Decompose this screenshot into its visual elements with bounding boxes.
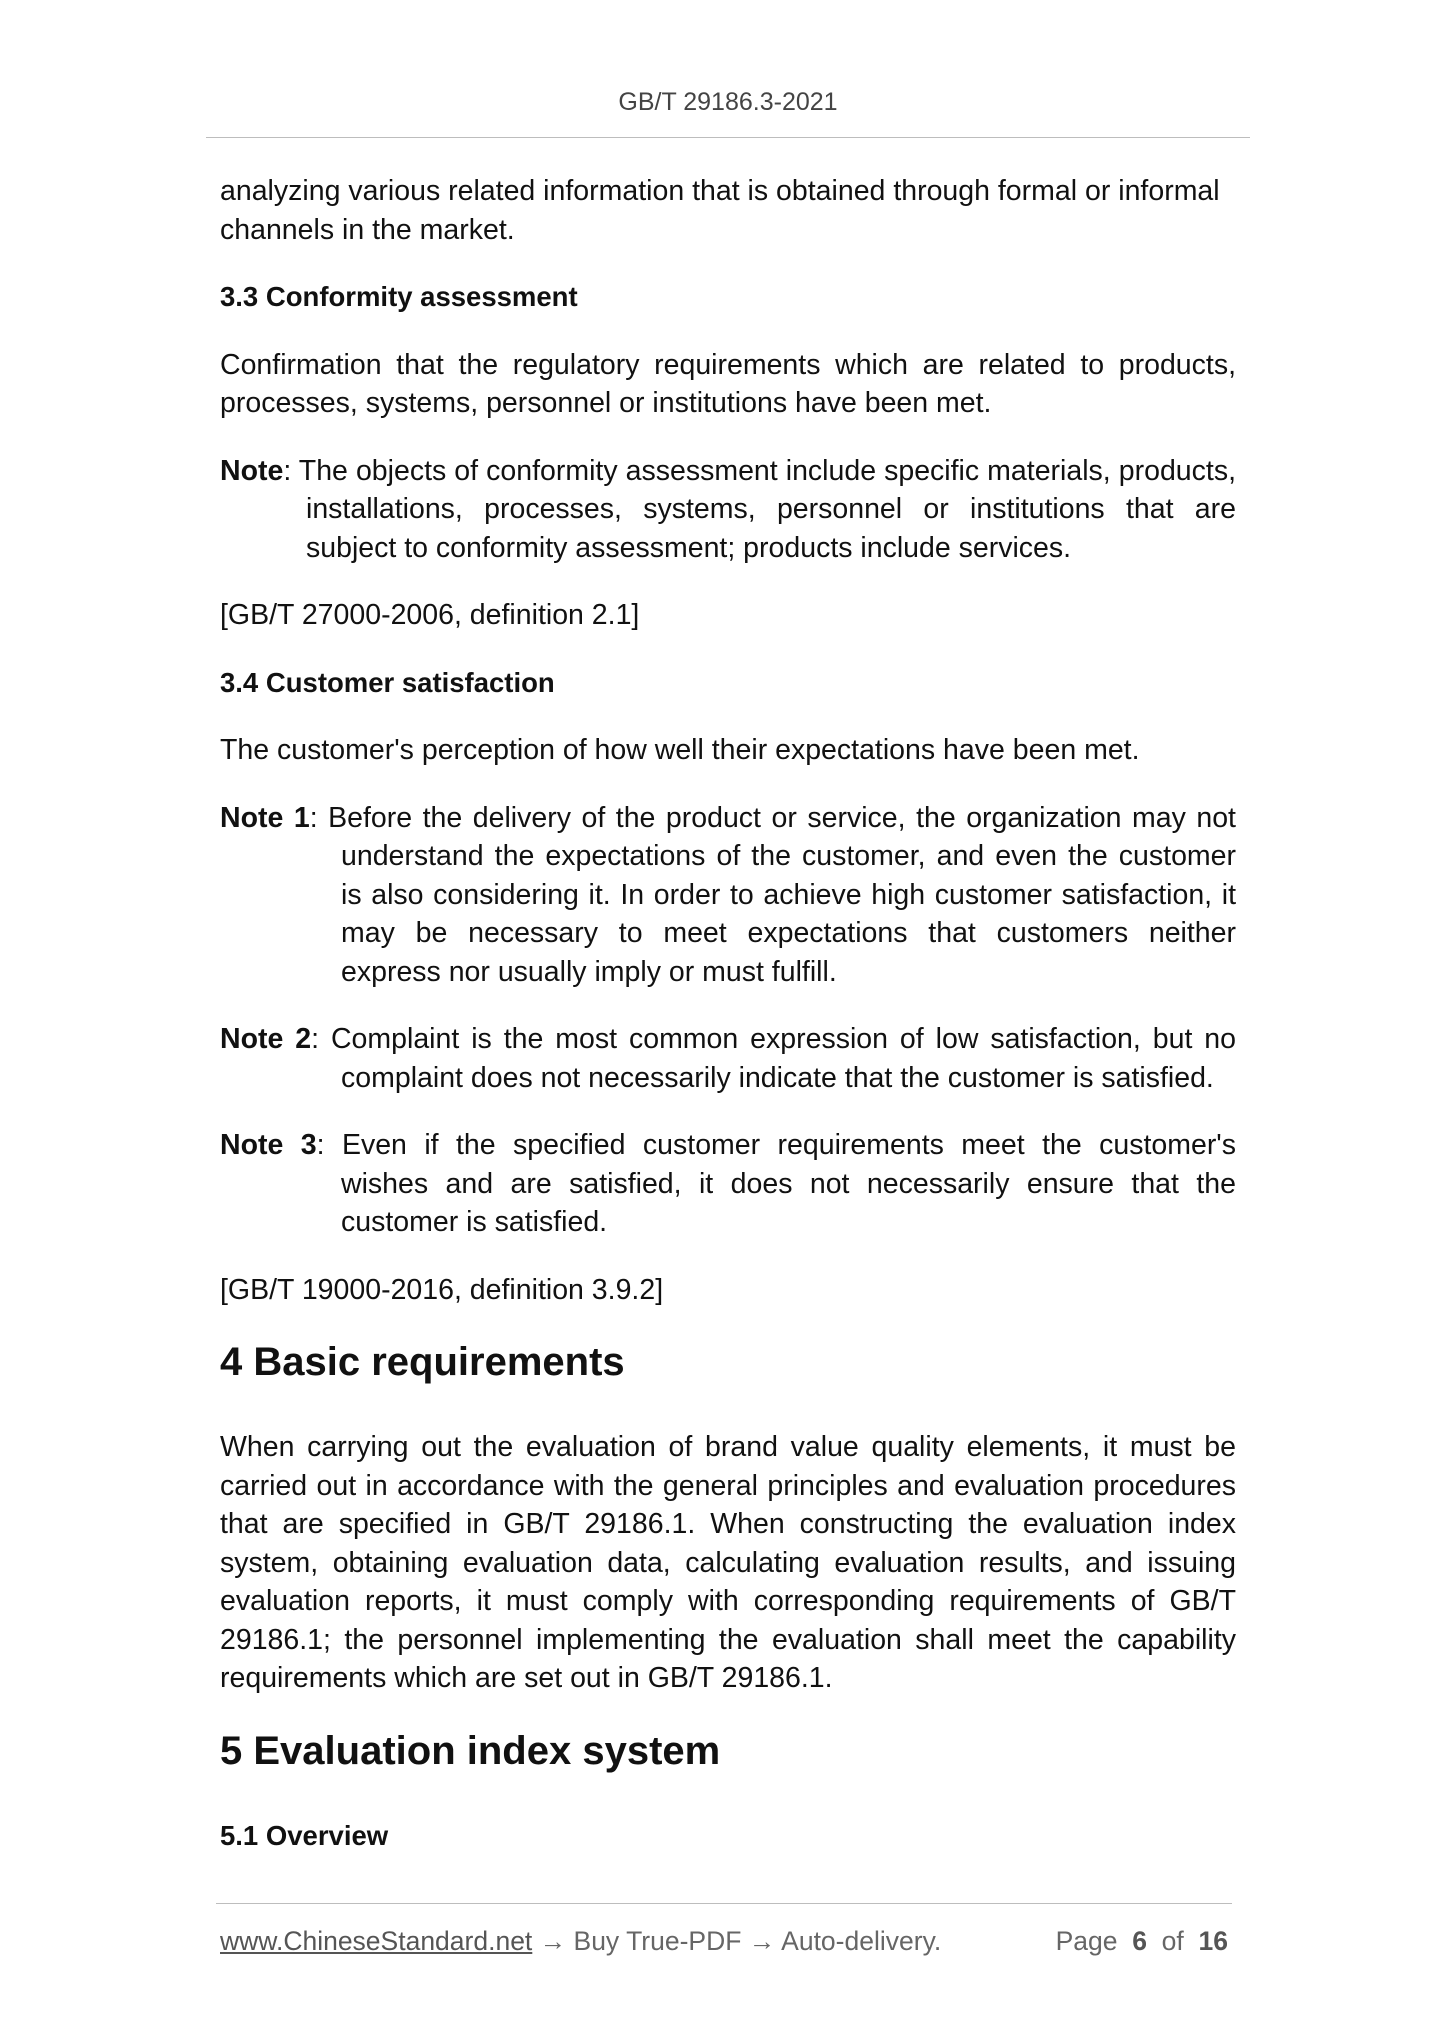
footer-tagline: → Buy True-PDF → Auto-delivery. <box>532 1926 942 1956</box>
of-word: of <box>1161 1926 1184 1956</box>
page-word: Page <box>1055 1926 1118 1956</box>
note-text: : Even if the specified customer requirements meet the customer's wishes and are satisfied, it does not necessarily ensure that the customer is satisfied. <box>316 1129 1236 1238</box>
section-3-4-definition: The customer's perception of how well their expectations have been met. <box>220 734 1140 766</box>
section-3-3-definition: Confirmation that the regulatory requirements which are related to products, processes, systems, personnel or institutions have been met. <box>220 348 1236 419</box>
document-body <box>220 172 1236 1884</box>
page-total: 16 <box>1198 1926 1228 1956</box>
header-divider <box>206 137 1250 138</box>
footer-promo <box>220 1926 941 1957</box>
section-3-3-note <box>220 452 1236 568</box>
note-text: : Before the delivery of the product or service, the organization may not understand the expectations of the customer, and even the customer is also considering it. In order to achieve high customer satisfaction, it may be necessary to meet expectations that customers neither express nor usually imply or must fulfill. <box>309 801 1236 988</box>
page-counter <box>1056 1926 1228 1957</box>
note-label: Note 3 <box>220 1129 317 1161</box>
section-3-4-note-3 <box>220 1126 1236 1242</box>
section-5-heading: 5 Evaluation index system <box>220 1728 721 1773</box>
section-4-paragraph: When carrying out the evaluation of brand value quality elements, it must be carried out in accordance with the general principles and evaluation procedures that are specified in GB/T 29186.1. When constructing the evaluation index system, obtaining evaluation data, calculating evaluation results, and issuing evaluation reports, it must comply with corresponding requirements of GB/T 29186.1; the personnel implementing the evaluation shall meet the capability requirements which are set out in GB/T 29186.1. <box>220 1431 1236 1694</box>
section-3-4-note-1 <box>220 799 1236 992</box>
intro-paragraph: analyzing various related information that is obtained through formal or informal channels in the market. <box>220 175 1220 246</box>
section-5-1-heading: 5.1 Overview <box>220 1819 389 1851</box>
page-current: 6 <box>1132 1926 1147 1956</box>
section-3-3-heading: 3.3 Conformity assessment <box>220 281 578 312</box>
note-text: : Complaint is the most common expression of low satisfaction, but no complaint does not necessarily indicate that the customer is satisfied. <box>311 1023 1236 1094</box>
note-text: : The objects of conformity assessment include specific materials, products, installations, processes, systems, personnel or institutions that are subject to conformity assessment; products include services. <box>283 454 1236 564</box>
section-3-3-reference: [GB/T 27000-2006, definition 2.1] <box>220 599 640 631</box>
section-3-4-reference: [GB/T 19000-2016, definition 3.9.2] <box>220 1273 664 1306</box>
note-label: Note 2 <box>220 1023 312 1055</box>
section-3-4-note-2 <box>220 1020 1236 1097</box>
footer-divider <box>216 1903 1232 1904</box>
document-header: GB/T 29186.3-2021 <box>618 88 838 116</box>
section-3-4-heading: 3.4 Customer satisfaction <box>220 666 555 698</box>
website-link[interactable]: www.ChineseStandard.net <box>220 1926 533 1956</box>
note-label: Note <box>220 454 284 487</box>
note-label: Note 1 <box>220 801 310 834</box>
section-4-heading: 4 Basic requirements <box>220 1340 625 1384</box>
